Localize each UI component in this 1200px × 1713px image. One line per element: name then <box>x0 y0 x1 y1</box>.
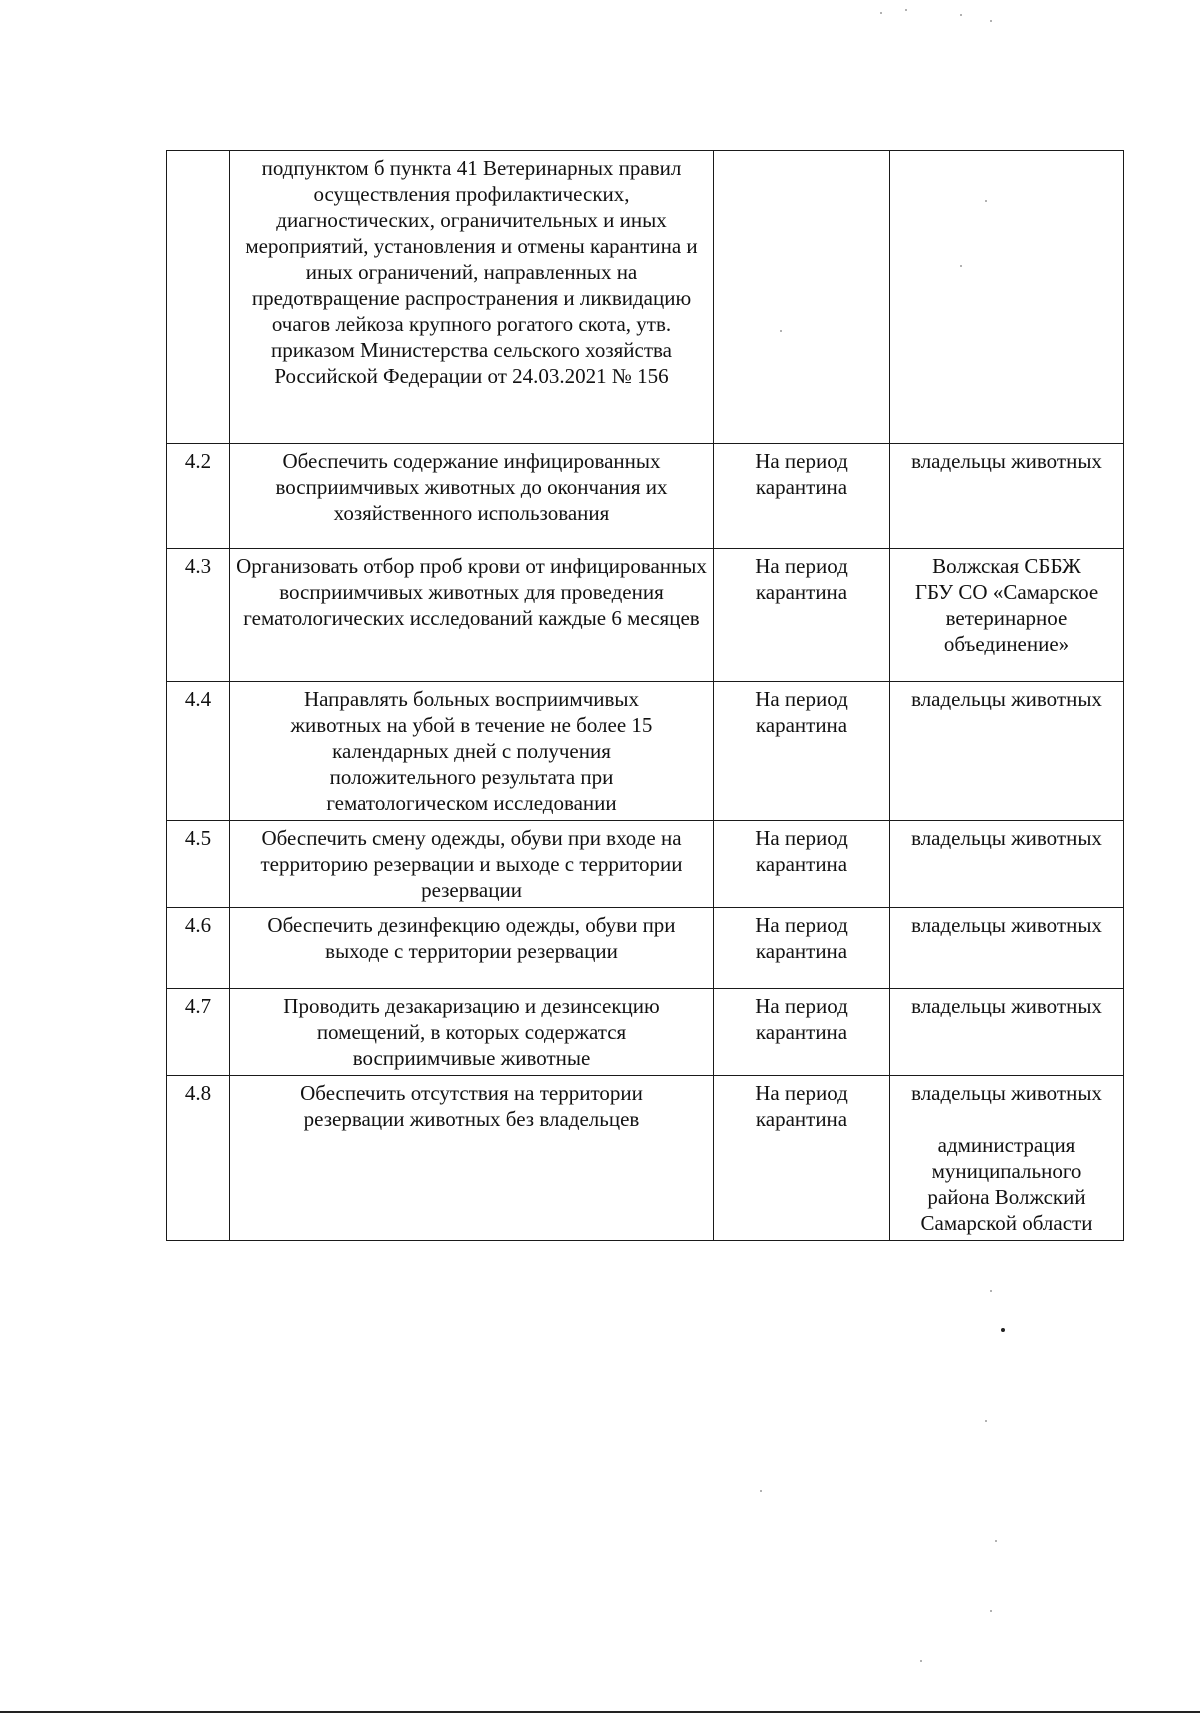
row-number <box>167 151 230 444</box>
scan-speck <box>995 1540 997 1542</box>
scan-speck <box>960 265 962 267</box>
term-text: На период карантина <box>714 1076 890 1241</box>
row-number: 4.4 <box>167 682 230 821</box>
term-text: На период карантина <box>714 989 890 1076</box>
scan-speck <box>880 12 882 14</box>
table-row <box>167 682 1124 821</box>
scan-speck <box>780 330 782 332</box>
measures-table <box>166 150 1124 1241</box>
scan-speck <box>1001 1328 1005 1332</box>
table-row <box>167 908 1124 989</box>
table-row <box>167 444 1124 549</box>
scan-speck <box>985 200 987 202</box>
table-row <box>167 1076 1124 1241</box>
row-number: 4.7 <box>167 989 230 1076</box>
term-text: На период карантина <box>714 444 890 549</box>
responsible-text <box>890 151 1124 444</box>
row-number: 4.5 <box>167 821 230 908</box>
responsible-text <box>890 682 1124 821</box>
measure-text: Проводить дезакаризацию и дезинсекцию помещений, в которых содержатся восприимчивые животные <box>230 989 714 1076</box>
responsible-party: владельцы животных <box>911 913 1102 937</box>
term-text <box>714 151 890 444</box>
scan-speck <box>760 1490 762 1492</box>
measure-text: Обеспечить дезинфекцию одежды, обуви при выходе с территории резервации <box>230 908 714 989</box>
responsible-text <box>890 821 1124 908</box>
table-row <box>167 549 1124 682</box>
line-gap <box>896 1106 1117 1132</box>
responsible-party: администрация муниципального района Волжский Самарской области <box>920 1133 1093 1235</box>
scan-speck <box>905 9 907 11</box>
scan-speck <box>990 1290 992 1292</box>
responsible-party: владельцы животных <box>911 994 1102 1018</box>
row-number: 4.6 <box>167 908 230 989</box>
responsible-text <box>890 908 1124 989</box>
responsible-party: Волжская СББЖ ГБУ СО «Самарское ветеринарное объединение» <box>914 554 1099 656</box>
scan-speck <box>990 1610 992 1612</box>
measure-text: Направлять больных восприимчивых животных на убой в течение не более 15 календарных дней с получения положительного результата при гематологическом исследовании <box>230 682 714 821</box>
responsible-party: владельцы животных <box>911 687 1102 711</box>
row-number: 4.2 <box>167 444 230 549</box>
row-number: 4.8 <box>167 1076 230 1241</box>
table-row <box>167 989 1124 1076</box>
scan-speck <box>920 1660 922 1662</box>
responsible-text <box>890 444 1124 549</box>
measure-text: подпунктом б пункта 41 Ветеринарных правил осуществления профилактических, диагностических, ограничительных и иных мероприятий, установления и отмены карантина и иных ограничений, направленных на предотвращение распространения и ликвидацию очагов лейкоза крупного рогатого скота, утв. приказом Министерства сельского хозяйства Российской Федерации от 24.03.2021 № 156 <box>230 151 714 444</box>
responsible-text <box>890 1076 1124 1241</box>
responsible-party: владельцы животных <box>911 449 1102 473</box>
responsible-party: владельцы животных <box>911 826 1102 850</box>
row-number: 4.3 <box>167 549 230 682</box>
measure-text: Обеспечить содержание инфицированных восприимчивых животных до окончания их хозяйственного использования <box>230 444 714 549</box>
term-text: На период карантина <box>714 821 890 908</box>
term-text: На период карантина <box>714 682 890 821</box>
scan-speck <box>990 20 992 22</box>
responsible-party: владельцы животных <box>911 1081 1102 1105</box>
term-text: На период карантина <box>714 549 890 682</box>
table-row <box>167 151 1124 444</box>
scan-speck <box>960 14 962 16</box>
measure-text: Организовать отбор проб крови от инфицированных восприимчивых животных для проведения гематологических исследований каждые 6 месяцев <box>230 549 714 682</box>
scan-speck <box>985 1420 987 1422</box>
measure-text: Обеспечить отсутствия на территории резервации животных без владельцев <box>230 1076 714 1241</box>
responsible-text <box>890 989 1124 1076</box>
term-text: На период карантина <box>714 908 890 989</box>
table-row <box>167 821 1124 908</box>
measure-text: Обеспечить смену одежды, обуви при входе на территорию резервации и выходе с территории резервации <box>230 821 714 908</box>
responsible-text <box>890 549 1124 682</box>
